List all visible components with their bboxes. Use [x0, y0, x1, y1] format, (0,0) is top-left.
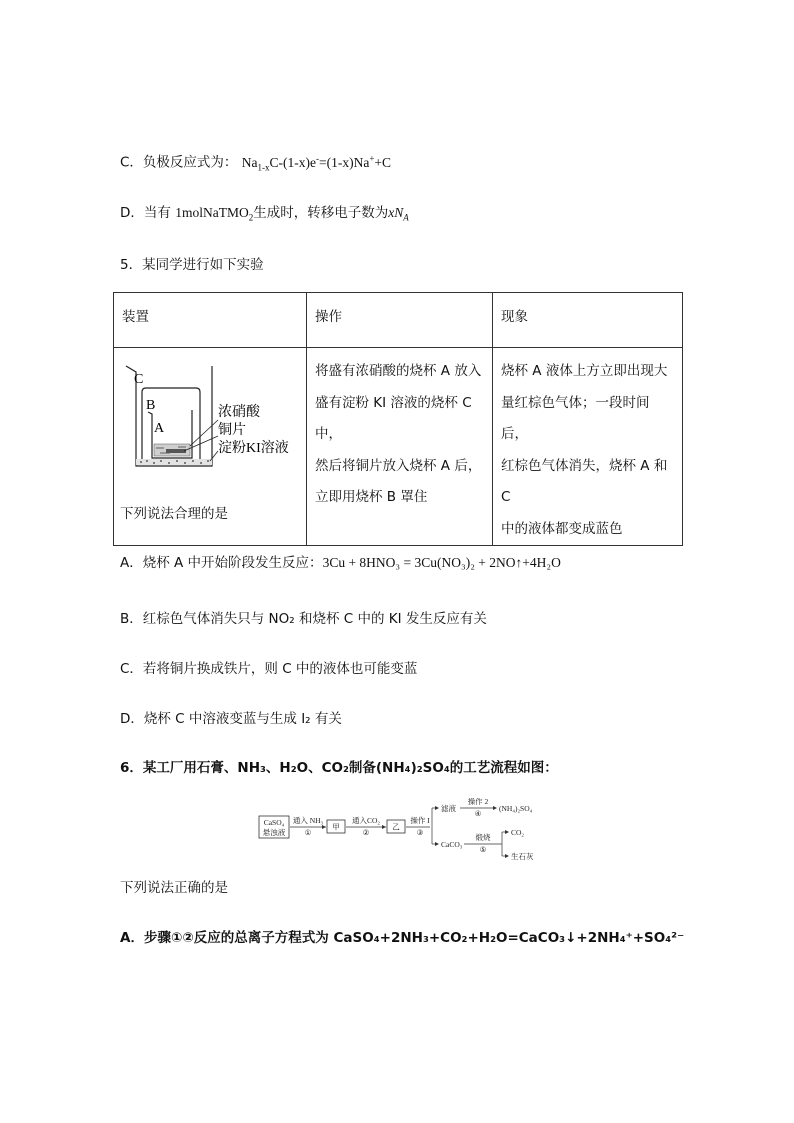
q5-option-b: B．红棕色气体消失只与 NO₂ 和烧杯 C 中的 KI 发生反应有关 [120, 611, 487, 627]
q4-option-d: D．当有 1molNaTMO$_2$生成时，转移电子数为$xN_A$ [120, 205, 409, 223]
flow-step3-num: ③ [416, 828, 424, 837]
label-beaker-c: C [134, 372, 144, 387]
q5-prompt: 下列说法合理的是 [120, 506, 228, 522]
flow-step4-num: ④ [474, 809, 482, 818]
flow-step4: 操作 2 [467, 798, 489, 806]
label-starch-ki: 淀粉KI溶液 [218, 441, 289, 456]
label-conc-nitric-acid: 浓硝酸 [218, 405, 260, 420]
copper-sheet [166, 449, 186, 453]
table-header-apparatus: 装置 [114, 293, 307, 348]
flow-step5-num: ⑤ [479, 845, 487, 854]
flow-box-yi: 乙 [392, 822, 400, 832]
flow-product-ammonium-sulfate: (NH₄)₂SO₄ [499, 804, 533, 813]
flow-step1: 通入 NH₃ [292, 816, 324, 825]
operation-cell: 将盛有浓硝酸的烧杯 A 放入 盛有淀粉 KI 溶液的烧杯 C 中， 然后将铜片放入烧杯 A 后， 立即用烧杯 B 罩住 [307, 348, 493, 546]
q5-option-c: C．若将铜片换成铁片，则 C 中的液体也可能变蓝 [120, 661, 418, 677]
label-beaker-b: B [146, 398, 156, 413]
q6-prompt: 下列说法正确的是 [120, 880, 228, 896]
q5-option-a: A．烧杯 A 中开始阶段发生反应：3Cu + 8HNO₃ = 3Cu(NO₃)₂ + 2NO↑+4H₂O [120, 555, 561, 571]
q6-title: 6．某工厂用石膏、NH₃、H₂O、CO₂制备(NH₄)₂SO₄的工艺流程如图： [120, 760, 558, 776]
beaker-diagram [114, 348, 306, 496]
q5-option-d: D．烧杯 C 中溶液变蓝与生成 I₂ 有关 [120, 711, 342, 727]
table-header-phenomenon: 现象 [493, 293, 683, 348]
flow-filtrate: 滤液 [441, 804, 456, 813]
q5-title: 5．某同学进行如下实验 [120, 257, 264, 273]
flow-step1-num: ① [304, 828, 312, 837]
phenomenon-cell: 烧杯 A 液体上方立即出现大 量红棕色气体；一段时间后， 红棕色气体消失，烧杯 A 和 C 中的液体都变成蓝色 [493, 348, 683, 546]
flow-box-jia: 甲 [332, 822, 340, 832]
flow-step3: 操作 I [410, 816, 430, 825]
flow-step5: 煅烧 [475, 833, 491, 842]
process-flow-diagram [258, 798, 558, 860]
table-header-operation: 操作 [307, 293, 493, 348]
flow-caco3: CaCO₃ [441, 840, 463, 849]
flow-lime: 生石灰 [511, 852, 534, 860]
flow-step2-num: ② [362, 828, 370, 837]
q4-option-c-formula: $Na_{1-x}C-(1-x)e^-=(1-x)Na^++C$ [241, 153, 392, 173]
flow-co2: CO₂ [511, 828, 525, 837]
flow-box-suspension: 悬浊液 [262, 828, 286, 837]
flow-box-caso4: CaSO₄ [263, 818, 285, 827]
flow-step2: 通入CO₂ [351, 816, 381, 825]
label-copper: 铜片 [218, 423, 246, 438]
label-beaker-a: A [154, 421, 165, 436]
q4-option-c: C．负极反应式为： $Na_{1-x}C-(1-x)e^-=(1-x)Na^++C$ [120, 153, 392, 173]
q6-option-a: A．步骤①②反应的总离子方程式为 CaSO₄+2NH₃+CO₂+H₂O=CaCO₃↓+2NH₄⁺+SO₄²⁻ [120, 930, 685, 946]
